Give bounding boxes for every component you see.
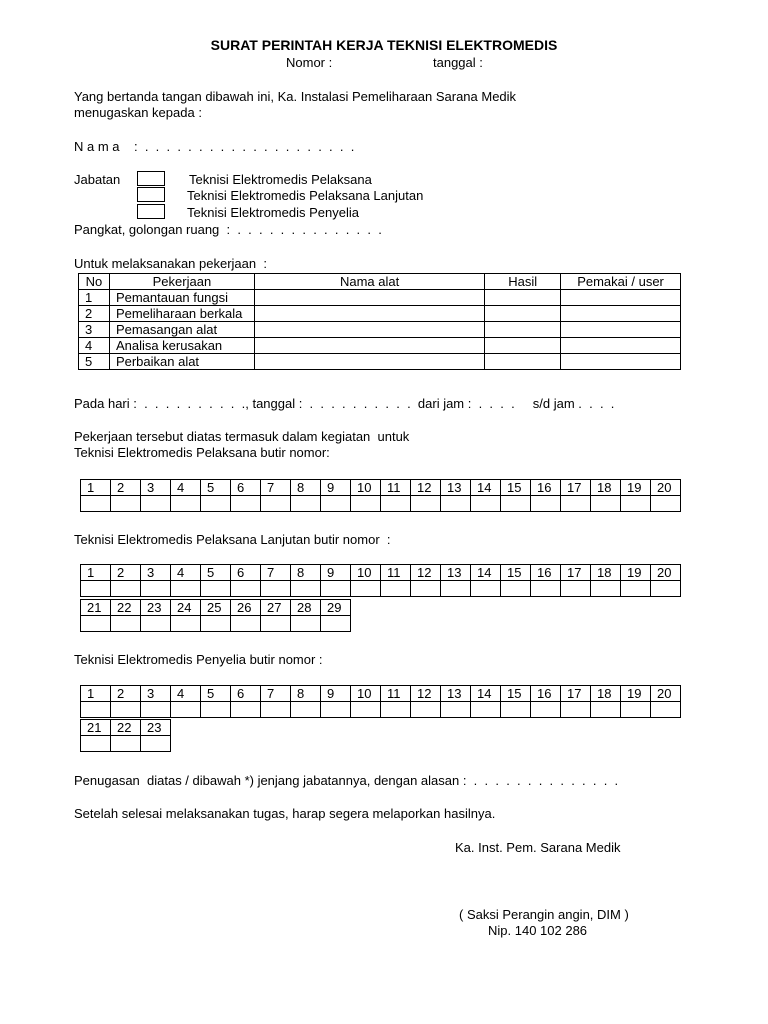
butir-input-cell[interactable] — [111, 496, 141, 512]
butir-input-cell[interactable] — [201, 616, 231, 632]
butir-number-4: 4 — [171, 480, 201, 496]
butir-input-cell[interactable] — [261, 702, 291, 718]
butir-number-10: 10 — [351, 565, 381, 581]
number-input-row — [81, 702, 681, 718]
butir-input-cell[interactable] — [591, 496, 621, 512]
tanggal-label: tanggal : — [433, 55, 483, 70]
butir-input-cell[interactable] — [651, 581, 681, 597]
butir-input-cell[interactable] — [351, 581, 381, 597]
number-header-row — [81, 600, 351, 616]
butir-input-cell[interactable] — [171, 496, 201, 512]
butir-input-cell[interactable] — [411, 496, 441, 512]
butir-input-cell[interactable] — [321, 496, 351, 512]
pada-hari-field[interactable]: Pada hari : . . . . . . . . . ., tanggal : . . . . . . . . . . dari jam : . . . . s/d jam . . . . — [74, 396, 615, 411]
cell-hasil[interactable] — [485, 290, 561, 306]
butir-number-21: 21 — [81, 720, 111, 736]
header-pemakai: Pemakai / user — [561, 274, 681, 290]
number-header-row — [81, 565, 681, 581]
butir-input-cell[interactable] — [381, 581, 411, 597]
butir-number-12: 12 — [411, 480, 441, 496]
butir-number-7: 7 — [261, 686, 291, 702]
cell-hasil[interactable] — [485, 306, 561, 322]
table-row — [79, 354, 681, 370]
butir-number-17: 17 — [561, 565, 591, 581]
number-input-row — [81, 736, 171, 752]
butir-input-cell[interactable] — [291, 581, 321, 597]
butir-input-cell[interactable] — [201, 581, 231, 597]
butir-number-10: 10 — [351, 480, 381, 496]
butir-number-16: 16 — [531, 565, 561, 581]
butir-input-cell[interactable] — [321, 702, 351, 718]
butir-number-15: 15 — [501, 565, 531, 581]
butir-number-8: 8 — [291, 480, 321, 496]
butir-input-cell[interactable] — [621, 496, 651, 512]
butir-input-cell[interactable] — [531, 581, 561, 597]
number-input-row — [81, 616, 351, 632]
butir-number-7: 7 — [261, 565, 291, 581]
cell-nama-alat[interactable] — [254, 322, 484, 338]
jabatan-option-lanjutan: Teknisi Elektromedis Pelaksana Lanjutan — [187, 188, 424, 203]
butir-number-18: 18 — [591, 480, 621, 496]
cell-nama-alat[interactable] — [254, 290, 484, 306]
butir-number-7: 7 — [261, 480, 291, 496]
cell-pemakai[interactable] — [561, 290, 681, 306]
butir-input-cell[interactable] — [591, 581, 621, 597]
butir-number-20: 20 — [651, 565, 681, 581]
butir-number-1: 1 — [81, 686, 111, 702]
table-row — [79, 306, 681, 322]
butir-input-cell[interactable] — [501, 581, 531, 597]
cell-pemakai[interactable] — [561, 338, 681, 354]
setelah-text: Setelah selesai melaksanakan tugas, harap segera melaporkan hasilnya. — [74, 806, 496, 821]
pangkat-field[interactable]: Pangkat, golongan ruang : . . . . . . . . . . . . . . — [74, 222, 382, 237]
row-no: 2 — [79, 306, 110, 322]
butir-number-8: 8 — [291, 565, 321, 581]
butir-input-cell[interactable] — [231, 616, 261, 632]
butir-number-12: 12 — [411, 686, 441, 702]
butir-input-cell[interactable] — [231, 581, 261, 597]
butir-input-cell[interactable] — [441, 702, 471, 718]
row-pekerjaan: Analisa kerusakan — [109, 338, 254, 354]
butir-input-cell[interactable] — [111, 581, 141, 597]
cell-pemakai[interactable] — [561, 354, 681, 370]
butir-number-18: 18 — [591, 565, 621, 581]
number-header-row — [81, 720, 171, 736]
butir-number-18: 18 — [591, 686, 621, 702]
butir-input-cell[interactable] — [171, 581, 201, 597]
butir-number-17: 17 — [561, 480, 591, 496]
number-header-row — [81, 480, 681, 496]
butir-input-cell[interactable] — [231, 702, 261, 718]
butir-input-cell[interactable] — [141, 581, 171, 597]
butir-number-5: 5 — [201, 686, 231, 702]
butir-input-cell[interactable] — [171, 616, 201, 632]
jabatan-checkbox-penyelia[interactable] — [137, 204, 165, 219]
butir-input-cell[interactable] — [261, 616, 291, 632]
butir-number-6: 6 — [231, 480, 261, 496]
signatory-name: ( Saksi Perangin angin, DIM ) — [459, 907, 629, 922]
butir-number-24: 24 — [171, 600, 201, 616]
butir-input-cell[interactable] — [501, 496, 531, 512]
butir-input-cell[interactable] — [381, 702, 411, 718]
cell-nama-alat[interactable] — [254, 306, 484, 322]
butir-input-cell[interactable] — [651, 496, 681, 512]
butir-input-cell[interactable] — [471, 581, 501, 597]
butir-number-2: 2 — [111, 565, 141, 581]
intro-line-1: Yang bertanda tangan dibawah ini, Ka. Instalasi Pemeliharaan Sarana Medik — [74, 89, 517, 104]
butir-input-cell[interactable] — [351, 702, 381, 718]
nama-field[interactable]: : . . . . . . . . . . . . . . . . . . . . — [134, 139, 355, 154]
butir-input-cell[interactable] — [141, 736, 171, 752]
butir-input-cell[interactable] — [81, 496, 111, 512]
header-nama-alat: Nama alat — [254, 274, 484, 290]
intro-line-2: menugaskan kepada : — [74, 105, 202, 120]
row-pekerjaan: Pemeliharaan berkala — [109, 306, 254, 322]
number-header-row — [81, 686, 681, 702]
pekerjaan-line-2: Teknisi Elektromedis Pelaksana butir nomor: — [74, 445, 330, 460]
number-input-row — [81, 496, 681, 512]
butir-input-cell[interactable] — [411, 702, 441, 718]
jabatan-label: Jabatan — [74, 172, 121, 187]
signatory-title: Ka. Inst. Pem. Sarana Medik — [455, 840, 621, 855]
butir-input-cell[interactable] — [111, 616, 141, 632]
butir-input-cell[interactable] — [621, 581, 651, 597]
butir-number-19: 19 — [621, 480, 651, 496]
butir-input-cell[interactable] — [561, 496, 591, 512]
butir-number-26: 26 — [231, 600, 261, 616]
butir-number-11: 11 — [381, 565, 411, 581]
butir-input-cell[interactable] — [531, 496, 561, 512]
penyelia-label: Teknisi Elektromedis Penyelia butir nomor : — [74, 652, 323, 667]
nama-label: N a m a — [74, 139, 120, 154]
butir-number-22: 22 — [111, 720, 141, 736]
butir-input-cell[interactable] — [441, 496, 471, 512]
butir-number-2: 2 — [111, 480, 141, 496]
table-row — [79, 322, 681, 338]
butir-input-cell[interactable] — [111, 736, 141, 752]
butir-number-16: 16 — [531, 480, 561, 496]
untuk-label: Untuk melaksanakan pekerjaan : — [74, 256, 267, 271]
cell-nama-alat[interactable] — [254, 338, 484, 354]
lanjutan-number-grid-2 — [80, 599, 351, 632]
number-input-row — [81, 581, 681, 597]
butir-input-cell[interactable] — [261, 496, 291, 512]
table-row — [79, 290, 681, 306]
cell-hasil[interactable] — [485, 322, 561, 338]
butir-input-cell[interactable] — [381, 496, 411, 512]
row-no: 5 — [79, 354, 110, 370]
butir-input-cell[interactable] — [201, 496, 231, 512]
penyelia-number-grid-2 — [80, 719, 171, 752]
butir-number-11: 11 — [381, 686, 411, 702]
row-no: 3 — [79, 322, 110, 338]
butir-number-4: 4 — [171, 686, 201, 702]
lanjutan-number-grid-1 — [80, 564, 681, 597]
butir-input-cell[interactable] — [141, 616, 171, 632]
butir-number-3: 3 — [141, 480, 171, 496]
butir-number-4: 4 — [171, 565, 201, 581]
jabatan-option-penyelia: Teknisi Elektromedis Penyelia — [187, 205, 359, 220]
butir-number-10: 10 — [351, 686, 381, 702]
butir-number-23: 23 — [141, 600, 171, 616]
butir-input-cell[interactable] — [81, 616, 111, 632]
butir-number-6: 6 — [231, 686, 261, 702]
jabatan-option-pelaksana: Teknisi Elektromedis Pelaksana — [189, 172, 372, 187]
butir-input-cell[interactable] — [531, 702, 561, 718]
butir-number-14: 14 — [471, 565, 501, 581]
butir-input-cell[interactable] — [231, 496, 261, 512]
signatory-nip: Nip. 140 102 286 — [488, 923, 588, 938]
butir-number-5: 5 — [201, 565, 231, 581]
pelaksana-number-grid — [80, 479, 681, 512]
butir-input-cell[interactable] — [171, 702, 201, 718]
butir-number-2: 2 — [111, 686, 141, 702]
butir-number-11: 11 — [381, 480, 411, 496]
butir-number-9: 9 — [321, 565, 351, 581]
jabatan-checkbox-lanjutan[interactable] — [137, 187, 165, 202]
butir-number-13: 13 — [441, 686, 471, 702]
butir-number-1: 1 — [81, 565, 111, 581]
butir-input-cell[interactable] — [81, 581, 111, 597]
cell-pemakai[interactable] — [561, 306, 681, 322]
penugasan-field[interactable]: Penugasan diatas / dibawah *) jenjang jabatannya, dengan alasan : . . . . . . . . . . . . . . — [74, 773, 619, 788]
butir-number-21: 21 — [81, 600, 111, 616]
header-pekerjaan: Pekerjaan — [109, 274, 254, 290]
butir-number-3: 3 — [141, 565, 171, 581]
butir-input-cell[interactable] — [141, 496, 171, 512]
butir-number-17: 17 — [561, 686, 591, 702]
penyelia-number-grid-1 — [80, 685, 681, 718]
butir-number-8: 8 — [291, 686, 321, 702]
butir-input-cell[interactable] — [441, 581, 471, 597]
table-row — [79, 338, 681, 354]
butir-input-cell[interactable] — [291, 702, 321, 718]
row-pekerjaan: Pemasangan alat — [109, 322, 254, 338]
butir-input-cell[interactable] — [81, 702, 111, 718]
butir-input-cell[interactable] — [501, 702, 531, 718]
butir-input-cell[interactable] — [291, 616, 321, 632]
butir-number-13: 13 — [441, 565, 471, 581]
row-pekerjaan: Perbaikan alat — [109, 354, 254, 370]
nomor-label: Nomor : — [286, 55, 333, 70]
butir-input-cell[interactable] — [201, 702, 231, 718]
header-hasil: Hasil — [485, 274, 561, 290]
pekerjaan-line-1: Pekerjaan tersebut diatas termasuk dalam kegiatan untuk — [74, 429, 410, 444]
butir-input-cell[interactable] — [471, 702, 501, 718]
row-pekerjaan: Pemantauan fungsi — [109, 290, 254, 306]
butir-number-6: 6 — [231, 565, 261, 581]
butir-number-15: 15 — [501, 480, 531, 496]
cell-pemakai[interactable] — [561, 322, 681, 338]
butir-input-cell[interactable] — [111, 702, 141, 718]
lanjutan-label: Teknisi Elektromedis Pelaksana Lanjutan butir nomor : — [74, 532, 391, 547]
butir-number-28: 28 — [291, 600, 321, 616]
butir-input-cell[interactable] — [561, 702, 591, 718]
butir-number-9: 9 — [321, 686, 351, 702]
document-title: SURAT PERINTAH KERJA TEKNISI ELEKTROMEDIS — [210, 37, 558, 53]
butir-number-25: 25 — [201, 600, 231, 616]
butir-input-cell[interactable] — [591, 702, 621, 718]
butir-input-cell[interactable] — [621, 702, 651, 718]
butir-number-14: 14 — [471, 480, 501, 496]
butir-input-cell[interactable] — [261, 581, 291, 597]
butir-input-cell[interactable] — [321, 616, 351, 632]
row-no: 4 — [79, 338, 110, 354]
butir-number-20: 20 — [651, 686, 681, 702]
cell-hasil[interactable] — [485, 354, 561, 370]
butir-number-29: 29 — [321, 600, 351, 616]
butir-input-cell[interactable] — [351, 496, 381, 512]
butir-number-27: 27 — [261, 600, 291, 616]
cell-hasil[interactable] — [485, 338, 561, 354]
header-no: No — [79, 274, 110, 290]
butir-number-5: 5 — [201, 480, 231, 496]
butir-number-23: 23 — [141, 720, 171, 736]
butir-number-19: 19 — [621, 686, 651, 702]
work-table-header — [79, 274, 681, 290]
butir-number-20: 20 — [651, 480, 681, 496]
row-no: 1 — [79, 290, 110, 306]
butir-number-9: 9 — [321, 480, 351, 496]
butir-input-cell[interactable] — [321, 581, 351, 597]
butir-input-cell[interactable] — [651, 702, 681, 718]
cell-nama-alat[interactable] — [254, 354, 484, 370]
butir-number-14: 14 — [471, 686, 501, 702]
butir-input-cell[interactable] — [291, 496, 321, 512]
butir-input-cell[interactable] — [561, 581, 591, 597]
butir-number-12: 12 — [411, 565, 441, 581]
butir-number-13: 13 — [441, 480, 471, 496]
butir-input-cell[interactable] — [471, 496, 501, 512]
butir-input-cell[interactable] — [81, 736, 111, 752]
butir-input-cell[interactable] — [411, 581, 441, 597]
jabatan-checkbox-pelaksana[interactable] — [137, 171, 165, 186]
work-table — [78, 273, 681, 370]
butir-number-3: 3 — [141, 686, 171, 702]
butir-number-19: 19 — [621, 565, 651, 581]
butir-number-16: 16 — [531, 686, 561, 702]
butir-number-22: 22 — [111, 600, 141, 616]
butir-input-cell[interactable] — [141, 702, 171, 718]
butir-number-15: 15 — [501, 686, 531, 702]
butir-number-1: 1 — [81, 480, 111, 496]
